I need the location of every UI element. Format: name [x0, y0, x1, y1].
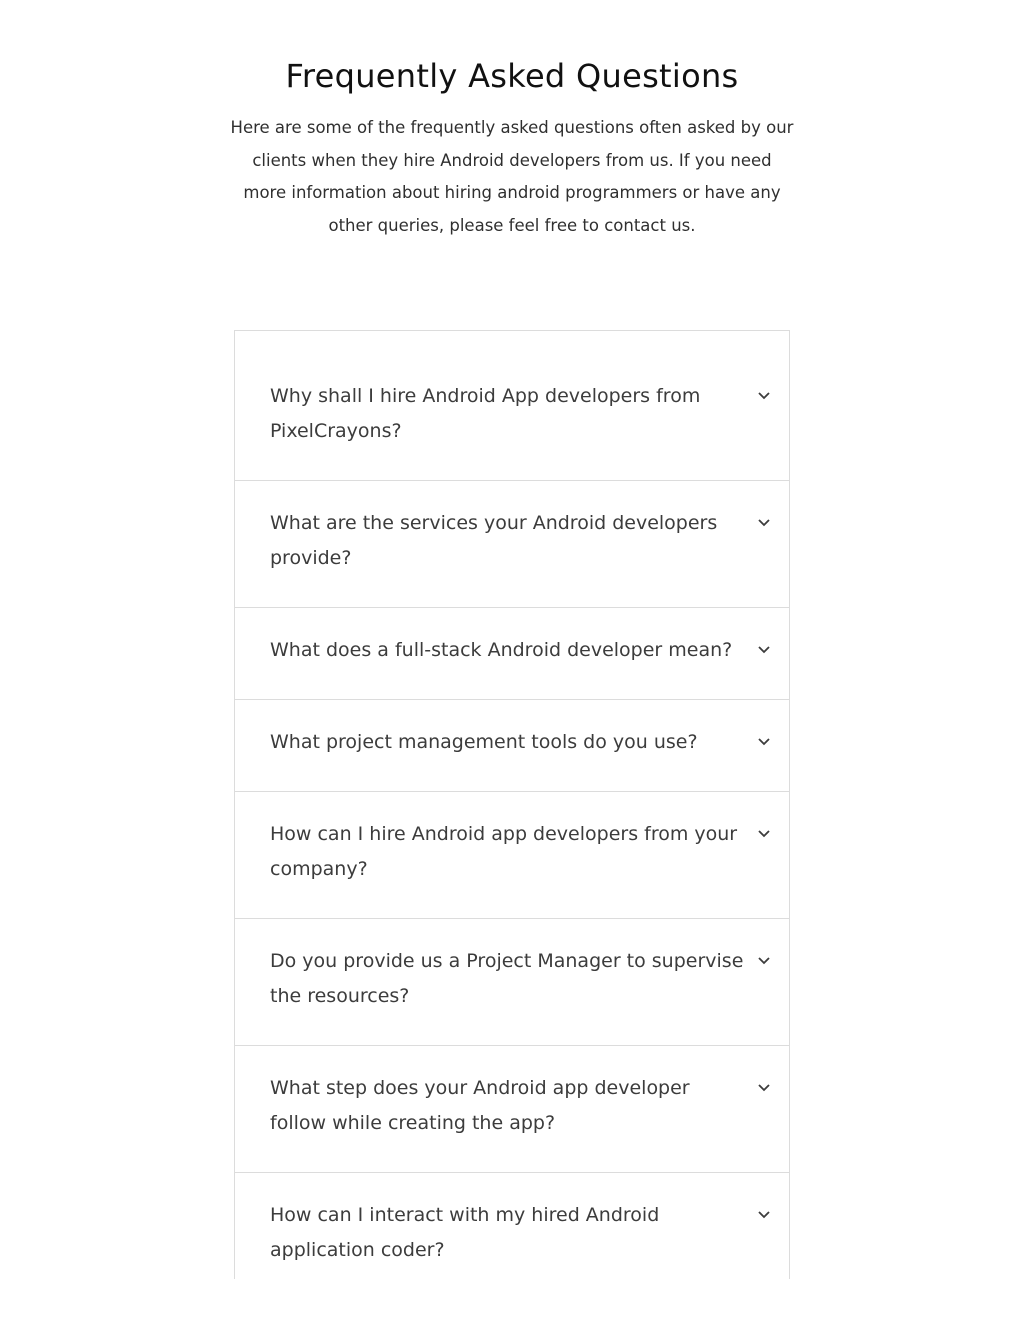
faq-item-services[interactable] — [235, 481, 790, 608]
faq-item-dev-steps[interactable] — [235, 1046, 790, 1173]
chevron-down-icon[interactable] — [757, 956, 771, 966]
chevron-down-icon[interactable] — [757, 391, 771, 401]
faq-accordion — [234, 330, 790, 1279]
chevron-down-icon[interactable] — [757, 829, 771, 839]
faq-intro-text: Here are some of the frequently asked questions often asked by our clients when they hire Android developers from us. If you need more information about hiring android programmers or have any other queries, please feel free to contact us. — [230, 118, 794, 235]
chevron-down-icon[interactable] — [757, 1210, 771, 1220]
faq-item-full-stack[interactable] — [235, 608, 790, 700]
faq-item-project-manager[interactable] — [235, 919, 790, 1046]
chevron-down-icon[interactable] — [757, 518, 771, 528]
faq-question: Do you provide us a Project Manager to supervise the resources? — [270, 950, 744, 1007]
chevron-down-icon[interactable] — [757, 645, 771, 655]
faq-question: What step does your Android app developer follow while creating the app? — [270, 1077, 690, 1134]
faq-item-how-hire[interactable] — [235, 792, 790, 919]
faq-item-pm-tools[interactable] — [235, 700, 790, 792]
faq-item-interact[interactable] — [235, 1173, 790, 1279]
chevron-down-icon[interactable] — [757, 737, 771, 747]
faq-question: How can I interact with my hired Android application coder? — [270, 1204, 660, 1261]
faq-question: What project management tools do you use? — [270, 731, 698, 753]
page-title: Frequently Asked Questions — [285, 57, 739, 95]
faq-item-why-hire[interactable] — [235, 331, 790, 481]
faq-question: Why shall I hire Android App developers from PixelCrayons? — [270, 385, 701, 442]
faq-question: What are the services your Android developers provide? — [270, 512, 718, 569]
faq-question: What does a full-stack Android developer mean? — [270, 639, 733, 661]
chevron-down-icon[interactable] — [757, 1083, 771, 1093]
faq-question: How can I hire Android app developers from your company? — [270, 823, 738, 880]
